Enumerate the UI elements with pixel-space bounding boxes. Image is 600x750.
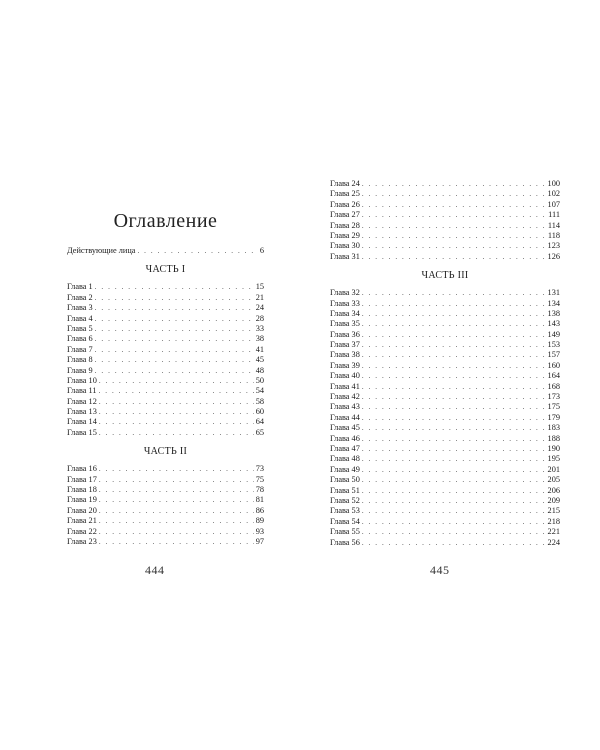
dot-leader (99, 386, 254, 396)
toc-entry (330, 299, 560, 309)
dot-leader (362, 189, 546, 199)
toc-entry-label: Глава 17 (67, 474, 97, 484)
toc-entry-page: 183 (547, 423, 560, 433)
dot-leader (362, 392, 546, 402)
toc-entry-page: 114 (547, 220, 560, 230)
toc-entry (330, 382, 560, 392)
dot-leader (99, 475, 254, 485)
toc-entry-label: Глава 54 (330, 516, 360, 526)
toc-entry-label: Глава 5 (67, 323, 93, 333)
dot-leader (362, 200, 546, 210)
toc-entry-label: Глава 4 (67, 313, 93, 323)
toc-entry-label: Глава 35 (330, 319, 360, 329)
toc-entry-page: 48 (255, 365, 264, 375)
toc-entry-page: 58 (255, 396, 264, 406)
toc-entry (330, 517, 560, 527)
toc-entry-page: 209 (547, 495, 560, 505)
toc-entry-label: Глава 39 (330, 360, 360, 370)
page-number-left: 444 (145, 563, 165, 577)
toc-entry-label: Глава 9 (67, 365, 93, 375)
toc-entry-page: 33 (255, 323, 264, 333)
toc-entry-label: Глава 32 (330, 288, 360, 298)
toc-entry (67, 527, 264, 537)
toc-entry (67, 314, 264, 324)
toc-entry-label: Глава 20 (67, 505, 97, 515)
toc-entry-label: Глава 50 (330, 475, 360, 485)
toc-entry-page: 126 (547, 251, 560, 261)
dot-leader (362, 340, 546, 350)
dot-leader (99, 428, 254, 438)
dot-leader (362, 454, 546, 464)
toc-entry-label: Глава 45 (330, 423, 360, 433)
toc-entry-label: Глава 42 (330, 392, 360, 402)
dot-leader (362, 486, 546, 496)
dot-leader (362, 179, 546, 189)
dot-leader (99, 464, 254, 474)
toc-entry-label: Глава 16 (67, 464, 97, 474)
toc-entry-page: 164 (547, 371, 560, 381)
toc-entry-page: 28 (255, 313, 264, 323)
dot-leader (362, 475, 546, 485)
dot-leader (99, 376, 254, 386)
toc-entry-label: Действующие лица (67, 246, 136, 255)
toc-entry (330, 361, 560, 371)
dot-leader (362, 402, 546, 412)
toc-entry (67, 407, 264, 417)
dot-leader (362, 288, 546, 298)
part-heading-1: ЧАСТЬ I (145, 264, 186, 276)
toc-entry-label: Глава 47 (330, 443, 360, 453)
dot-leader (362, 210, 546, 220)
dot-leader (95, 355, 254, 365)
toc-entry-label: Глава 13 (67, 407, 97, 417)
toc-entry (67, 355, 264, 365)
toc-entry (330, 371, 560, 381)
dot-leader (362, 319, 546, 329)
dot-leader (95, 293, 254, 303)
dot-leader (362, 231, 546, 241)
toc-entry-page: 6 (259, 246, 264, 255)
dot-leader (362, 413, 546, 423)
toc-entry (67, 495, 264, 505)
dot-leader (362, 221, 546, 231)
toc-entry-page: 153 (547, 340, 560, 350)
dot-leader (99, 506, 254, 516)
toc-entry-label: Глава 6 (67, 334, 93, 344)
toc-entry (330, 330, 560, 340)
toc-entry-page: 201 (547, 464, 560, 474)
dot-leader (362, 330, 546, 340)
toc-entry (67, 417, 264, 427)
toc-entry (67, 345, 264, 355)
toc-entry-label: Глава 49 (330, 464, 360, 474)
toc-entry-page: 143 (547, 319, 560, 329)
toc-entry-characters (67, 246, 264, 256)
toc-entry-label: Глава 26 (330, 199, 360, 209)
toc-entry-label: Глава 38 (330, 350, 360, 360)
toc-entry-page: 64 (255, 417, 264, 427)
toc-entry-page: 111 (548, 210, 560, 220)
toc-entry (67, 303, 264, 313)
dot-leader (362, 444, 546, 454)
dot-leader (362, 299, 546, 309)
toc-entry-label: Глава 34 (330, 308, 360, 318)
toc-entry-page: 224 (547, 537, 560, 547)
toc-entry-page: 81 (255, 495, 264, 505)
toc-entry (330, 221, 560, 231)
toc-entry-page: 179 (547, 412, 560, 422)
toc-entry-page: 118 (547, 230, 560, 240)
toc-entry (330, 527, 560, 537)
toc-entry-page: 149 (547, 329, 560, 339)
toc-entry-label: Глава 56 (330, 537, 360, 547)
dot-leader (95, 314, 254, 324)
toc-entry (67, 464, 264, 474)
toc-entry-label: Глава 18 (67, 485, 97, 495)
toc-entry-page: 190 (547, 443, 560, 453)
toc-entry-page: 218 (547, 516, 560, 526)
dot-leader (99, 537, 254, 547)
toc-entry (67, 324, 264, 334)
toc-entry-page: 160 (547, 360, 560, 370)
toc-entry (330, 241, 560, 251)
dot-leader (99, 407, 254, 417)
part-heading-3: ЧАСТЬ III (421, 270, 469, 282)
toc-entry (330, 402, 560, 412)
toc-entry-page: 215 (547, 506, 560, 516)
page-number-right: 445 (430, 563, 450, 577)
toc-entry (67, 386, 264, 396)
toc-entry-page: 168 (547, 381, 560, 391)
toc-entry (67, 282, 264, 292)
toc-entry-label: Глава 28 (330, 220, 360, 230)
toc-entry-label: Глава 40 (330, 371, 360, 381)
toc-entry-page: 134 (547, 298, 560, 308)
toc-entry-page: 205 (547, 475, 560, 485)
toc-entry-page: 138 (547, 308, 560, 318)
dot-leader (362, 241, 546, 251)
toc-entry-page: 206 (547, 485, 560, 495)
toc-entry (330, 319, 560, 329)
toc-entry-label: Глава 46 (330, 433, 360, 443)
toc-entry (330, 309, 560, 319)
dot-leader (362, 252, 546, 262)
dot-leader (362, 517, 546, 527)
toc-entry-label: Глава 14 (67, 417, 97, 427)
dot-leader (99, 485, 254, 495)
toc-entry-page: 75 (255, 474, 264, 484)
toc-entry-page: 73 (255, 464, 264, 474)
toc-entry-page: 41 (255, 344, 264, 354)
toc-entry-label: Глава 10 (67, 375, 97, 385)
toc-entry (330, 434, 560, 444)
dot-leader (99, 527, 254, 537)
part1-entry-list (67, 282, 264, 438)
dot-leader (362, 496, 546, 506)
toc-entry-page: 38 (255, 334, 264, 344)
dot-leader (99, 516, 254, 526)
dot-leader (362, 423, 546, 433)
toc-entry-page: 65 (255, 427, 264, 437)
dot-leader (362, 527, 546, 537)
toc-entry-label: Глава 25 (330, 189, 360, 199)
dot-leader (95, 282, 254, 292)
toc-entry (330, 465, 560, 475)
toc-entry-label: Глава 30 (330, 241, 360, 251)
dot-leader (362, 465, 546, 475)
toc-entry (330, 454, 560, 464)
toc-entry-label: Глава 53 (330, 506, 360, 516)
toc-entry-label: Глава 23 (67, 536, 97, 546)
toc-entry (67, 537, 264, 547)
toc-entry (330, 252, 560, 262)
toc-entry-page: 175 (547, 402, 560, 412)
toc-entry (330, 538, 560, 548)
toc-entry (330, 506, 560, 516)
toc-entry (330, 200, 560, 210)
toc-entry-page: 173 (547, 392, 560, 402)
toc-entry-label: Глава 19 (67, 495, 97, 505)
toc-entry-page: 60 (255, 407, 264, 417)
toc-entry-page: 54 (255, 386, 264, 396)
toc-entry (67, 376, 264, 386)
continued-entry-list (330, 179, 560, 262)
toc-entry-label: Глава 41 (330, 381, 360, 391)
toc-entry (330, 189, 560, 199)
toc-entry-page: 97 (255, 536, 264, 546)
toc-entry (330, 340, 560, 350)
toc-entry-page: 100 (547, 179, 560, 188)
toc-entry-label: Глава 11 (67, 386, 97, 396)
toc-entry-page: 15 (255, 282, 264, 292)
toc-title: Оглавление (113, 210, 218, 232)
toc-entry (67, 293, 264, 303)
toc-entry-label: Глава 8 (67, 355, 93, 365)
dot-leader (362, 361, 546, 371)
toc-entry (67, 516, 264, 526)
toc-entry-label: Глава 2 (67, 292, 93, 302)
part-heading-2: ЧАСТЬ II (143, 446, 188, 458)
left-page (67, 210, 264, 547)
dot-leader (137, 246, 257, 256)
dot-leader (99, 417, 254, 427)
toc-entry-page: 24 (255, 303, 264, 313)
toc-entry-page: 195 (547, 454, 560, 464)
toc-entry-label: Глава 15 (67, 427, 97, 437)
toc-entry-label: Глава 43 (330, 402, 360, 412)
toc-entry-label: Глава 12 (67, 396, 97, 406)
toc-entry-label: Глава 22 (67, 526, 97, 536)
toc-entry (67, 366, 264, 376)
dot-leader (99, 495, 254, 505)
toc-entry (330, 288, 560, 298)
toc-entry-label: Глава 3 (67, 303, 93, 313)
toc-entry (67, 485, 264, 495)
toc-entry-label: Глава 52 (330, 495, 360, 505)
part2-entry-list (67, 464, 264, 547)
dot-leader (362, 506, 546, 516)
toc-entry (330, 496, 560, 506)
dot-leader (362, 309, 546, 319)
toc-entry-label: Глава 21 (67, 516, 97, 526)
toc-entry-label: Глава 1 (67, 282, 93, 292)
toc-entry-label: Глава 31 (330, 251, 360, 261)
toc-entry (330, 475, 560, 485)
right-page (330, 179, 560, 548)
dot-leader (362, 538, 546, 548)
toc-entry (330, 210, 560, 220)
toc-entry (330, 423, 560, 433)
toc-entry-page: 21 (255, 292, 264, 302)
toc-entry-label: Глава 51 (330, 485, 360, 495)
toc-entry (330, 413, 560, 423)
dot-leader (95, 334, 254, 344)
toc-entry-label: Глава 24 (330, 179, 360, 188)
toc-entry-page: 221 (547, 527, 560, 537)
toc-entry (330, 392, 560, 402)
toc-entry-label: Глава 29 (330, 230, 360, 240)
toc-entry-label: Глава 37 (330, 340, 360, 350)
dot-leader (95, 303, 254, 313)
dot-leader (95, 345, 254, 355)
toc-entry (330, 179, 560, 189)
toc-entry (330, 350, 560, 360)
toc-entry-page: 131 (547, 288, 560, 298)
toc-entry-page: 188 (547, 433, 560, 443)
toc-entry (67, 475, 264, 485)
dot-leader (362, 371, 546, 381)
dot-leader (362, 434, 546, 444)
toc-entry (330, 444, 560, 454)
toc-entry (330, 486, 560, 496)
toc-entry-label: Глава 27 (330, 210, 360, 220)
toc-entry (67, 428, 264, 438)
toc-entry-page: 93 (255, 526, 264, 536)
toc-entry-page: 78 (255, 485, 264, 495)
toc-entry-page: 107 (547, 199, 560, 209)
toc-entry-page: 86 (255, 505, 264, 515)
toc-entry-page: 123 (547, 241, 560, 251)
dot-leader (95, 324, 254, 334)
toc-entry-label: Глава 48 (330, 454, 360, 464)
toc-entry-label: Глава 55 (330, 527, 360, 537)
toc-entry-page: 45 (255, 355, 264, 365)
dot-leader (362, 382, 546, 392)
toc-entry-label: Глава 33 (330, 298, 360, 308)
toc-entry (67, 334, 264, 344)
toc-entry (67, 397, 264, 407)
toc-entry-page: 157 (547, 350, 560, 360)
dot-leader (99, 397, 254, 407)
toc-entry-page: 89 (255, 516, 264, 526)
toc-entry-label: Глава 36 (330, 329, 360, 339)
dot-leader (95, 366, 254, 376)
toc-entry (330, 231, 560, 241)
toc-entry-label: Глава 7 (67, 344, 93, 354)
toc-entry-label: Глава 44 (330, 412, 360, 422)
dot-leader (362, 350, 546, 360)
toc-entry-page: 50 (255, 375, 264, 385)
toc-entry (67, 506, 264, 516)
toc-entry-page: 102 (547, 189, 560, 199)
part3-entry-list (330, 288, 560, 548)
